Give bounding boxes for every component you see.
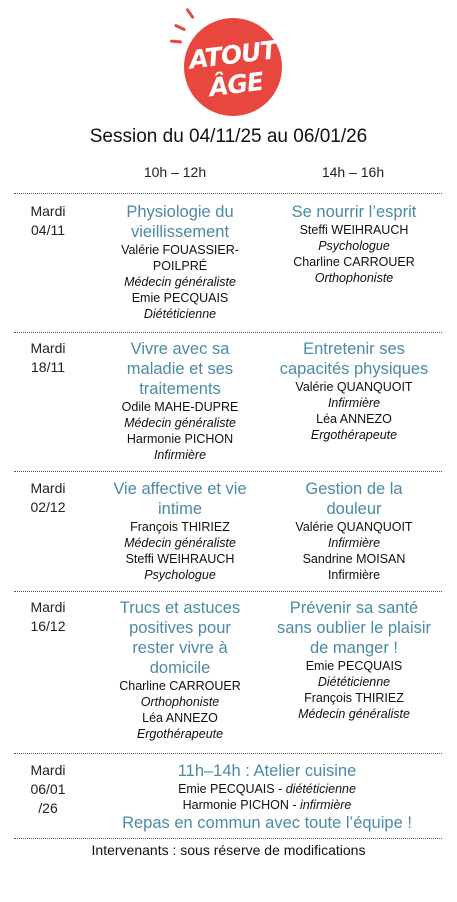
speaker-name: Valérie QUANQUOIT <box>295 380 413 394</box>
row-day: Mardi <box>30 762 66 778</box>
speaker-name: François THIRIEZ <box>130 520 230 534</box>
speaker-name: Léa ANNEZO <box>142 711 218 725</box>
logo-dash-1 <box>174 24 186 32</box>
cooking-workshop <box>92 761 442 833</box>
logo-text-line2: ÂGE <box>207 66 265 103</box>
speaker-role: Ergothérapeute <box>136 727 224 741</box>
morning-time-header: 10h – 12h <box>143 164 207 180</box>
separator <box>14 193 442 194</box>
speaker-role: Médecin généraliste <box>124 416 236 430</box>
row-date <box>18 339 78 377</box>
row-date <box>18 761 78 818</box>
speaker-role: Diététicienne <box>143 307 217 321</box>
speaker-name: Harmonie PICHON <box>182 798 289 812</box>
session-title: Vivre avec sa maladie et ses traitements <box>126 340 234 398</box>
row-date-value: 02/12 <box>30 499 66 515</box>
row-day: Mardi <box>30 340 66 356</box>
speaker-name: Steffi WEIHRAUCH <box>299 223 409 237</box>
speaker-name: Harmonie PICHON <box>126 432 234 446</box>
speaker-role: Orthophoniste <box>314 271 394 285</box>
workshop-title: 11h–14h : Atelier cuisine <box>177 762 357 780</box>
speaker-name: Sandrine MOISAN <box>302 552 406 566</box>
speaker-role: infirmière <box>299 798 352 812</box>
speaker-name: Odile MAHE-DUPRE <box>121 400 239 414</box>
separator <box>14 591 442 592</box>
speaker-role: Orthophoniste <box>140 695 220 709</box>
speaker-role: Médecin généraliste <box>124 536 236 550</box>
session-title: Entretenir ses capacités physiques <box>279 340 429 378</box>
speaker-role: Ergothérapeute <box>310 428 398 442</box>
speaker-name: Emie PECQUAIS <box>305 659 403 673</box>
closing-note: Repas en commun avec toute l’équipe ! <box>122 814 412 832</box>
session-title: Trucs et astuces positives pour rester vivre à domicile <box>119 599 241 677</box>
row-day: Mardi <box>30 480 66 496</box>
morning-session <box>92 202 268 322</box>
row-date <box>18 479 78 517</box>
row-date <box>18 598 78 636</box>
row-date-value: 16/12 <box>30 618 66 634</box>
session-title: Prévenir sa santé sans oublier le plaisir de manger ! <box>276 599 432 657</box>
morning-session <box>92 479 268 583</box>
speaker-name: François THIRIEZ <box>304 691 404 705</box>
afternoon-session <box>268 479 440 583</box>
speaker-name: Valérie FOUASSIER-POILPRÉ <box>121 243 239 273</box>
speaker-name: Charline CARROUER <box>119 679 241 693</box>
separator <box>14 471 442 472</box>
afternoon-session <box>268 598 440 722</box>
speaker-name: Emie PECQUAIS <box>131 291 229 305</box>
row-day: Mardi <box>30 203 66 219</box>
speaker-line: Harmonie PICHON - infirmière <box>182 798 352 812</box>
speaker-line: Emie PECQUAIS - diététicienne <box>178 782 356 796</box>
speaker-role: Infirmière <box>153 448 207 462</box>
session-title: Session du 04/11/25 au 06/01/26 <box>89 126 368 147</box>
logo-dash-3 <box>185 8 194 20</box>
speaker-role: Infirmière <box>327 568 381 582</box>
row-date-year: /26 <box>38 800 58 816</box>
row-date-value: 06/01 <box>30 781 66 797</box>
separator <box>14 332 442 333</box>
speaker-role: diététicienne <box>285 782 356 796</box>
afternoon-time-header: 14h – 16h <box>321 164 385 180</box>
session-title: Physiologie du vieillissement <box>126 203 234 241</box>
row-day: Mardi <box>30 599 66 615</box>
speaker-name: Léa ANNEZO <box>316 412 392 426</box>
session-title: Gestion de la douleur <box>305 480 403 518</box>
morning-session <box>92 339 268 463</box>
session-title: Se nourrir l’esprit <box>291 203 417 221</box>
atout-age-logo <box>170 8 290 120</box>
separator <box>14 838 442 839</box>
speaker-name: Charline CARROUER <box>293 255 415 269</box>
speaker-name: Valérie QUANQUOIT <box>295 520 413 534</box>
footer-note: Intervenants : sous réserve de modifications <box>91 842 366 858</box>
speaker-role: Médecin généraliste <box>298 707 410 721</box>
speaker-role: Psychologue <box>144 568 216 582</box>
morning-session <box>92 598 268 742</box>
session-title: Vie affective et vie intime <box>113 480 247 518</box>
row-date-value: 04/11 <box>31 222 65 238</box>
speaker-name: Emie PECQUAIS <box>178 782 275 796</box>
logo-dash-2 <box>170 39 182 43</box>
speaker-role: Médecin généraliste <box>124 275 236 289</box>
row-date-value: 18/11 <box>31 359 65 375</box>
speaker-name: Steffi WEIHRAUCH <box>125 552 235 566</box>
speaker-role: Infirmière <box>327 536 381 550</box>
afternoon-session <box>268 202 440 286</box>
speaker-role: Psychologue <box>318 239 390 253</box>
speaker-role: Infirmière <box>327 396 381 410</box>
afternoon-session <box>268 339 440 443</box>
logo-text-line1: ATOUT' <box>187 34 285 75</box>
separator <box>14 753 442 754</box>
row-date <box>18 202 78 240</box>
speaker-role: Diététicienne <box>317 675 391 689</box>
